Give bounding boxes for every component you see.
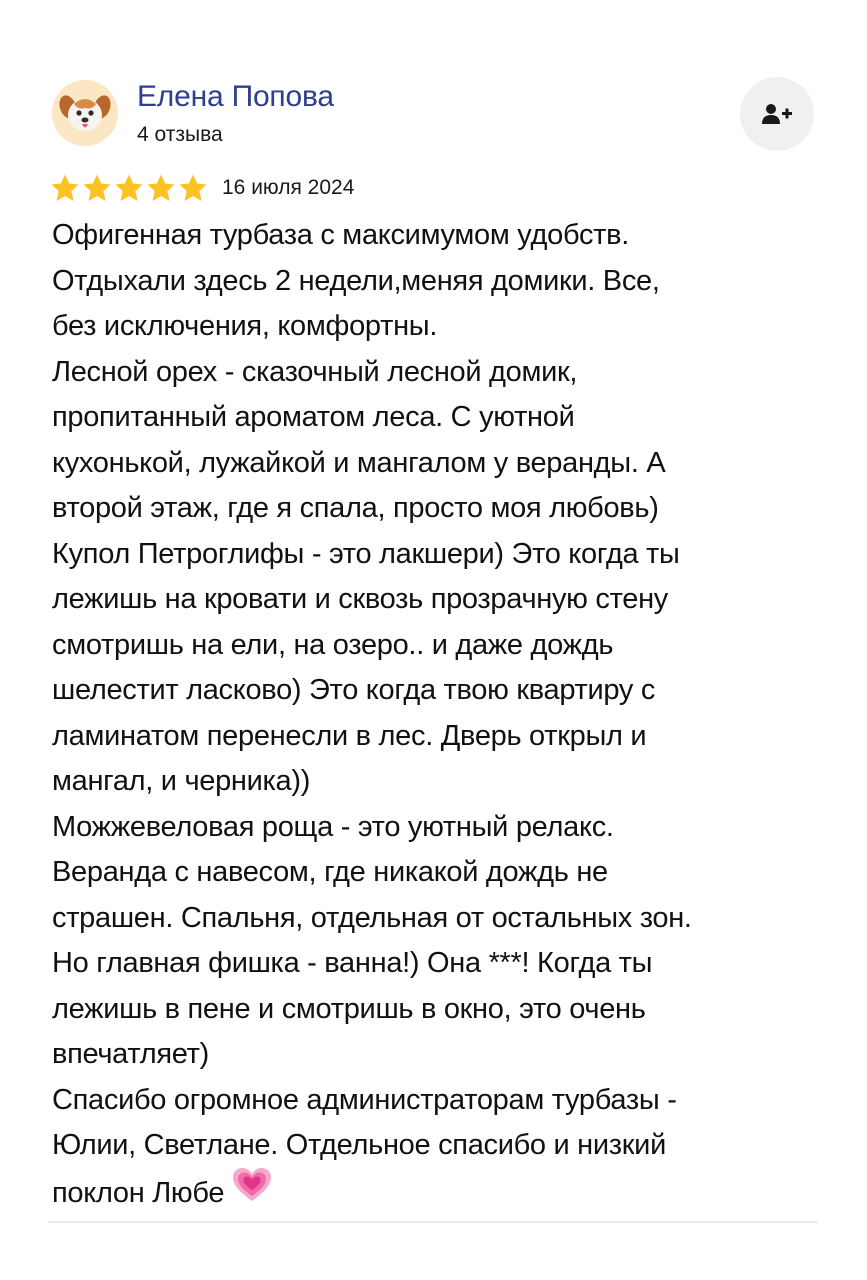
review-text-line: Юлии, Светлане. Отдельное спасибо и низкий (52, 1129, 666, 1161)
rating-stars (50, 173, 210, 203)
review-text-line: шелестит ласково) Это когда твою квартиру с (52, 674, 656, 706)
author-review-count: 4 отзыва (137, 123, 223, 146)
review-text-line: Но главная фишка - ванна!) Она ***! Когда ты (52, 947, 653, 979)
star-icon (82, 173, 112, 203)
review-text-line: Лесной орех - сказочный лесной домик, (52, 355, 578, 388)
review-text (52, 213, 832, 1214)
review-text-line: без исключения, комфортны. (52, 310, 438, 342)
star-icon (50, 173, 80, 203)
subscribe-button[interactable] (740, 77, 814, 151)
review-text-line: кухонькой, лужайкой и мангалом у веранды. А (52, 446, 666, 479)
review-text-line: Офигенная турбаза с максимумом удобств. (52, 219, 629, 251)
review-text-line: ламинатом перенесли в лес. Дверь открыл и (52, 719, 647, 752)
review-text-line: Спасибо огромное администраторам турбазы - (52, 1083, 677, 1116)
add-user-icon (762, 103, 792, 125)
divider (48, 1221, 818, 1223)
review-text-line: Отдыхали здесь 2 недели,меняя домики. Все, (52, 264, 660, 297)
review-text-line: пропитанный ароматом леса. С уютной (52, 401, 575, 433)
puppy-avatar-icon[interactable] (52, 80, 118, 146)
star-icon (178, 173, 208, 203)
review-text-line: Можжевеловая роща - это уютный релакс. (52, 810, 614, 843)
review-text-line: мангал, и черника)) (52, 765, 311, 797)
review-date: 16 июля 2024 (222, 176, 355, 199)
review-text-line: смотришь на ели, на озеро.. и даже дождь (52, 628, 614, 661)
review-text-line: лежишь на кровати и сквозь прозрачную стену (52, 583, 668, 615)
review-text-line: второй этаж, где я спала, просто моя любовь) (52, 492, 659, 524)
star-icon (114, 173, 144, 203)
review-text-line: поклон Любе (52, 1169, 832, 1215)
review-text-line: лежишь в пене и смотришь в окно, это очень (52, 992, 646, 1025)
rating-row (50, 173, 354, 203)
review-text-line: Веранда с навесом, где никакой дождь не (52, 856, 608, 888)
star-icon (146, 173, 176, 203)
author-name[interactable]: Елена Попова (137, 80, 334, 113)
growing-heart-icon (232, 1167, 272, 1218)
review-text-line: впечатляет) (52, 1038, 209, 1070)
review-text-line: Купол Петроглифы - это лакшери) Это когда ты (52, 537, 680, 570)
review-text-line: страшен. Спальня, отдельная от остальных зон. (52, 901, 692, 934)
